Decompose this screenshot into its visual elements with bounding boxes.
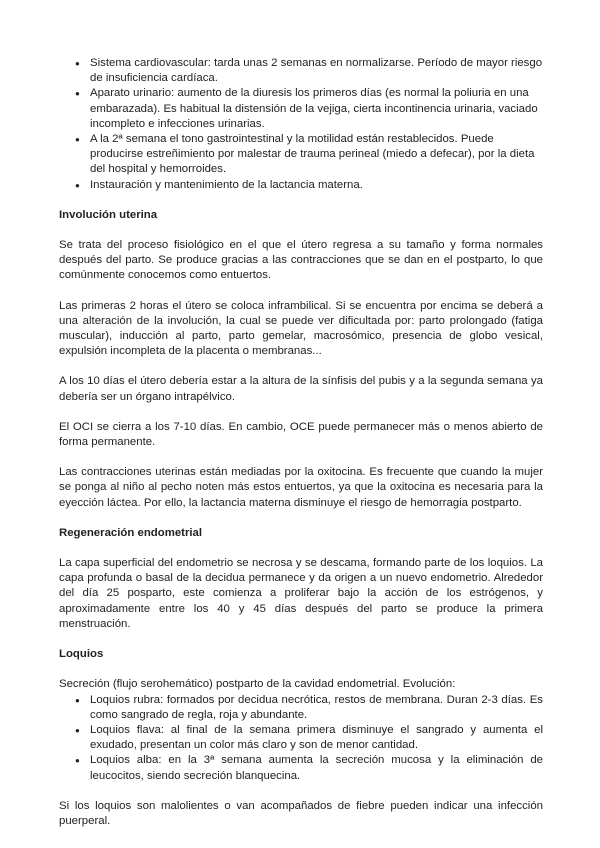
loquios-list [59,693,543,784]
paragraph: A los 10 días el útero debería estar a la altura de la sínfisis del pubis y a la segunda semana ya debería ser un órgano intrapélvico. [59,375,543,403]
section-heading-loquios: Loquios [59,648,104,661]
paragraph: El OCI se cierra a los 7-10 días. En cambio, OCE puede permanecer más o menos abierto de forma permanente. [59,420,543,449]
list-item: ● Sistema cardiovascular: tarda unas 2 semanas en normalizarse. Período de mayor riesgo de insuficiencia cardíaca. [90,56,543,86]
list-item: ● Loquios rubra: formados por decidua necrótica, restos de membrana. Duran 2-3 días. Es como sangrado de regla, roja y abundante. [90,693,543,723]
list-item: ● Loquios alba: en la 3ª semana aumenta la secreción mucosa y la eliminación de leucocitos, siendo secreción blanquecina. [90,753,543,783]
postpartum-changes-list [59,56,543,193]
list-item: ● Loquios flava: al final de la semana primera disminuye el sangrado y aumenta el exudado, presentan un color más claro y son de menor cantidad. [90,723,543,753]
paragraph: La capa superficial del endometrio se necrosa y se descama, formando parte de los loquios. La capa profunda o basal de la decidua permanece y da origen a un nuevo endometrio. Alrededor del día 25 posparto, este comienza a proliferar bajo la acción de los estrógenos, y aproximadamente entre los 40 y 45 días después del parto se produce la primera menstruación. [59,557,543,630]
paragraph: Las primeras 2 horas el útero se coloca inframbilical. Si se encuentra por encima se deberá a una alteración de la involución, la cual se puede ver dificultada por: parto prolongado (fatiga muscular), inducción al parto, parto gemelar, macrosómico, presencia de globo vesical, expulsión incompleta de la placenta o membranas... [59,299,543,358]
document-content [59,56,543,829]
paragraph: Se trata del proceso fisiológico en el que el útero regresa a su tamaño y forma normales después del parto. Se produce gracias a las contracciones que se dan en el postparto, lo que comúnmente conocemos como entuertos. [59,239,543,282]
section-heading-involucion: Involución uterina [59,208,158,221]
list-item: ● Instauración y mantenimiento de la lactancia materna. [90,178,543,193]
section-heading-regeneracion: Regeneración endometrial [59,526,203,539]
paragraph: Si los loquios son malolientes o van acompañados de fiebre pueden indicar una infección puerperal. [59,799,543,827]
paragraph: Secreción (flujo serohemático) postparto de la cavidad endometrial. Evolución: [59,678,456,691]
list-item: ● Aparato urinario: aumento de la diuresis los primeros días (es normal la poliuria en una embarazada). Es habitual la distensión de la vejiga, cierta incontinencia urinaria, vaciado incompleto e infecciones urinarias. [90,86,543,132]
list-item: ● A la 2ª semana el tono gastrointestinal y la motilidad están restablecidos. Puede producirse estreñimiento por malestar de trauma perineal (miedo a defecar), por la dieta del hospital y hemorroides. [90,132,543,178]
paragraph: Las contracciones uterinas están mediadas por la oxitocina. Es frecuente que cuando la mujer se ponga al niño al pecho noten más estos entuertos, ya que la oxitocina es necesaria para la eyección láctea. Por ello, la lactancia materna disminuye el riesgo de hemorragia postparto. [59,466,543,509]
